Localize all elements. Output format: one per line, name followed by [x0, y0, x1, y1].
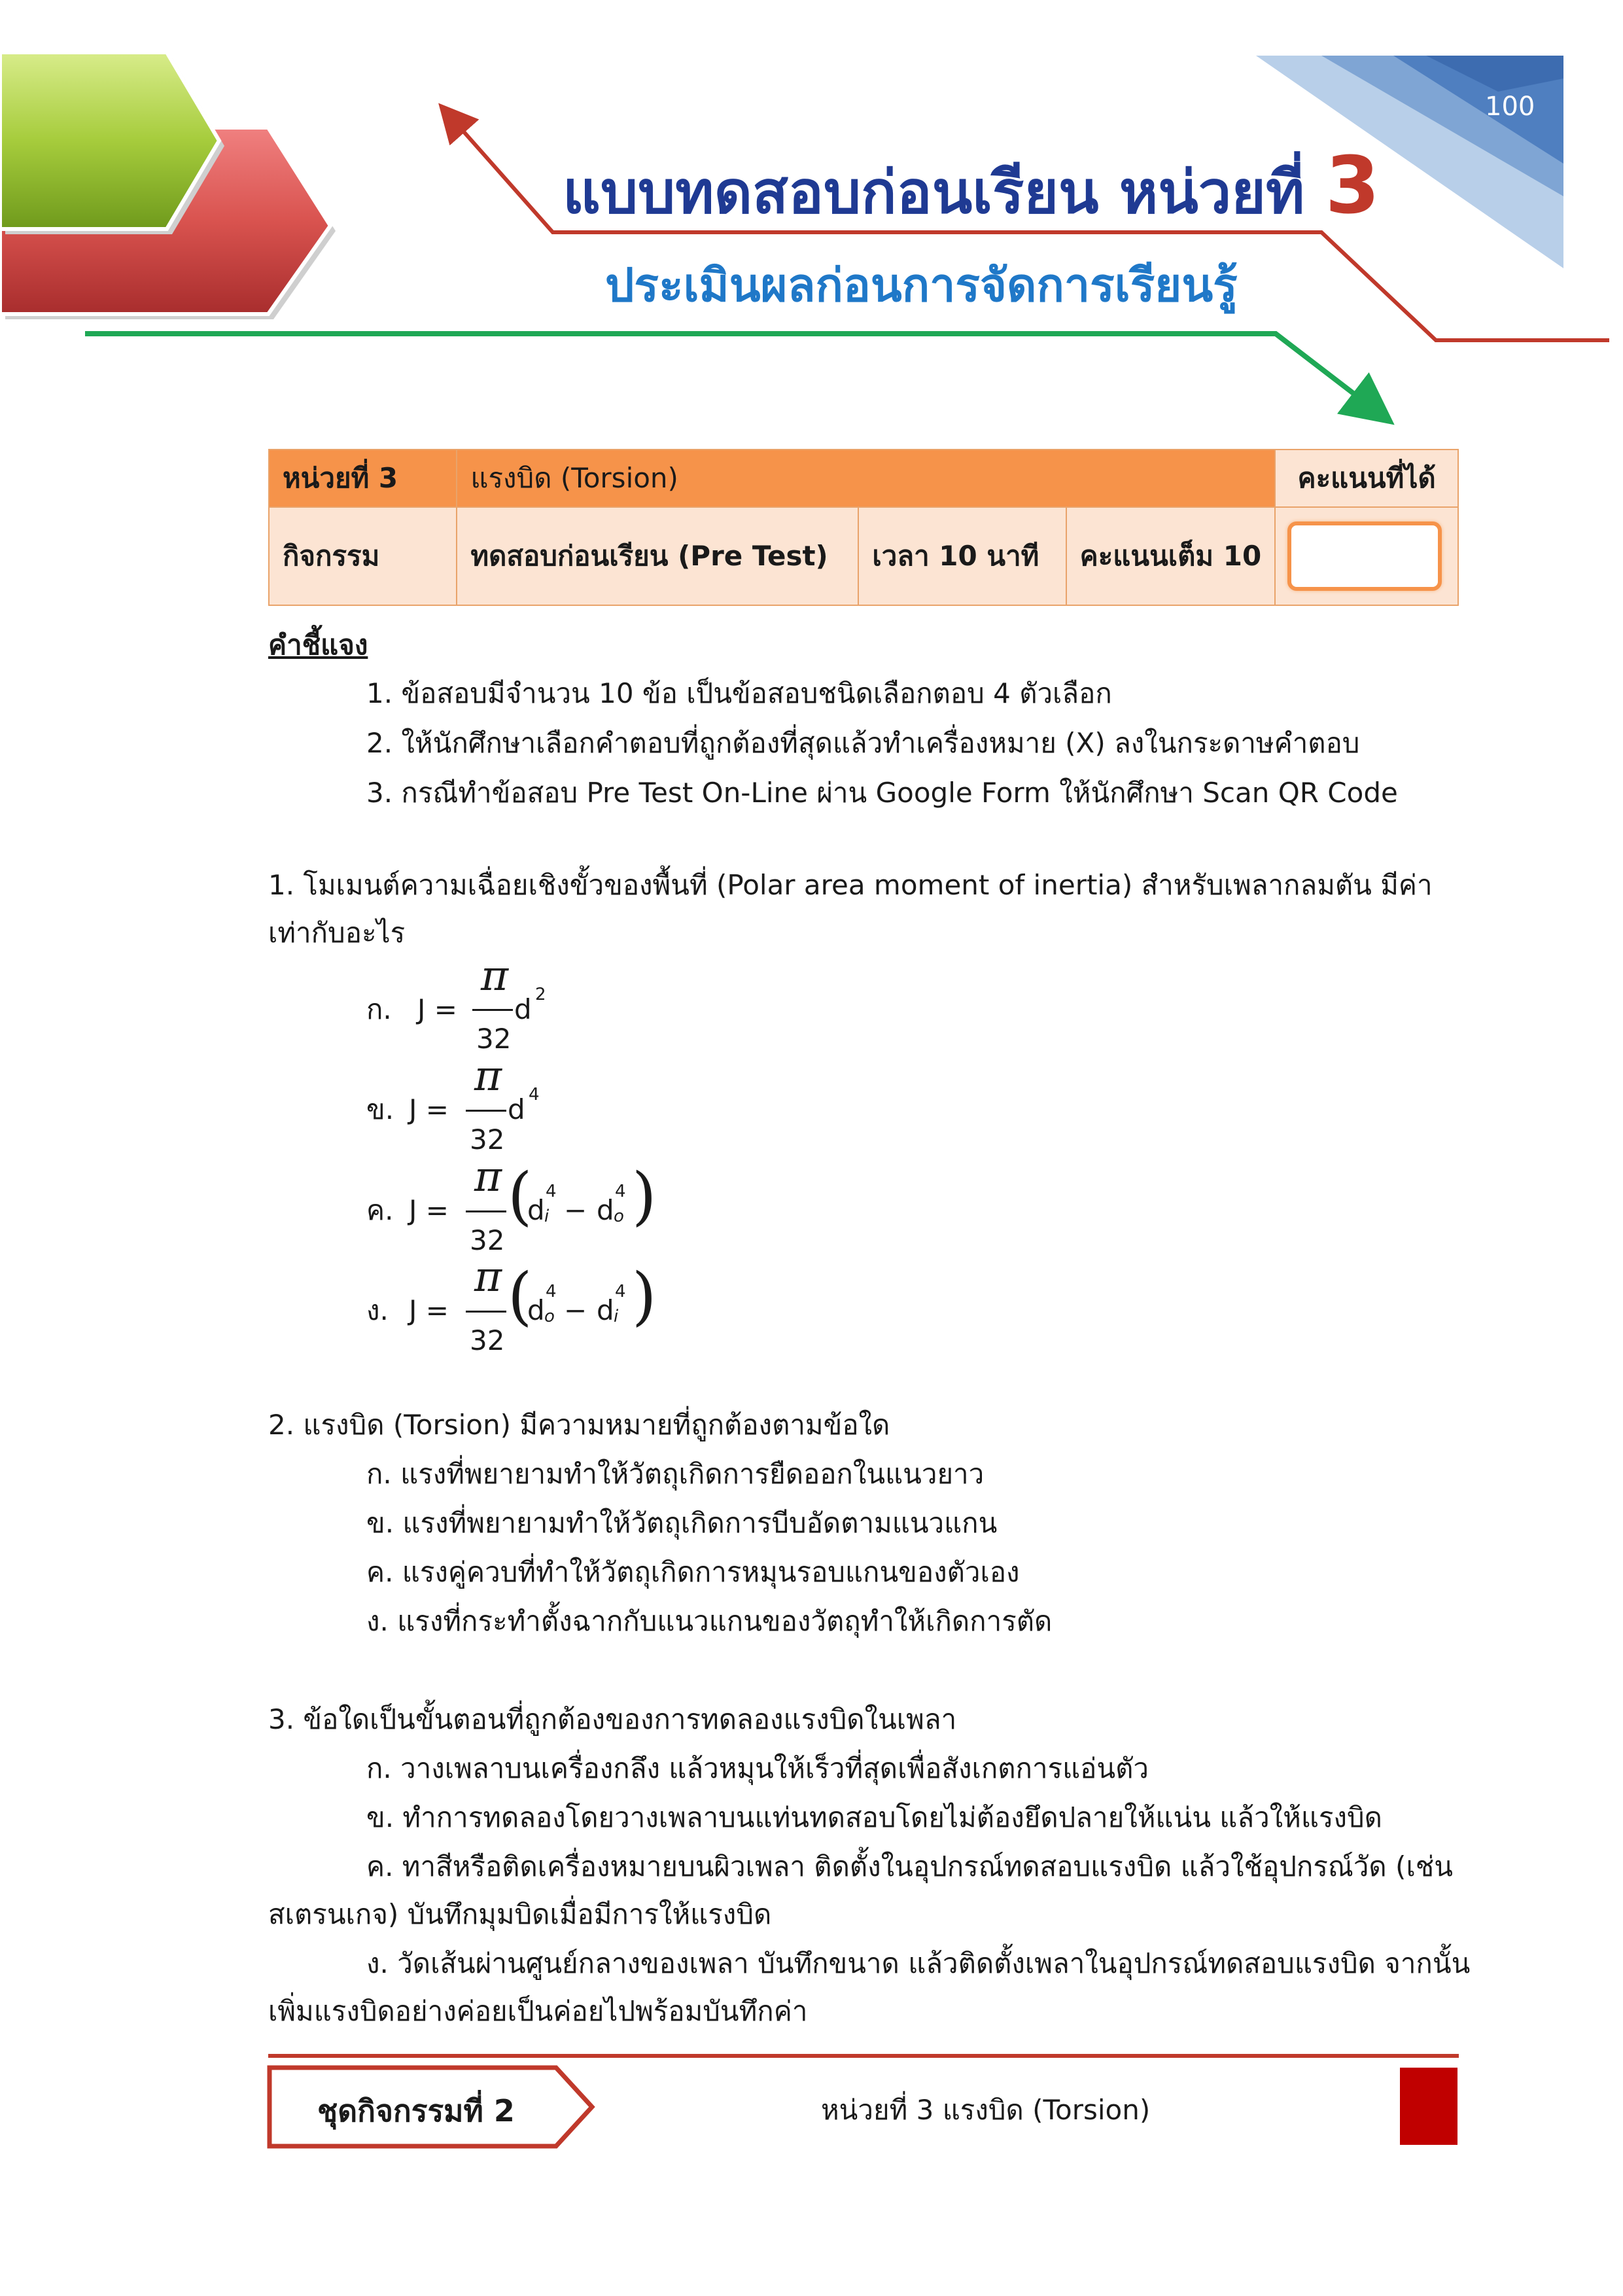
formula-exponent: 2 [535, 985, 546, 1004]
option-label: ข. [366, 1093, 394, 1125]
page-title [563, 141, 1380, 239]
activity-name: ทดสอบก่อนเรียน (Pre Test) [457, 507, 858, 605]
formula-d: d [508, 1093, 525, 1125]
subtitle-green-arrow [85, 334, 1374, 409]
q2-option-b[interactable]: ข. แรงที่พยายามทำให้วัตถุเกิดการบีบอัดตามแนวแกน [366, 1507, 998, 1539]
q3-option-d[interactable]: ง. วัดเส้นผ่านศูนย์กลางของเพลา บันทึกขนาด แล้วติดตั้งเพลาในอุปกรณ์ทดสอบแรงบิด จากนั้น [366, 1947, 1471, 1979]
paren-close: ) [632, 1159, 657, 1233]
fraction-bar [472, 1009, 513, 1011]
footer-activity-badge: ชุดกิจกรรมที่ 2 [317, 2093, 515, 2128]
formula-lhs: J = [409, 1093, 449, 1125]
q3-option-d-cont: เพิ่มแรงบิดอย่างค่อยเป็นค่อยไปพร้อมบันทึกค่า [268, 1995, 808, 2027]
formula-lhs: J = [417, 993, 457, 1025]
footer-red-block [1400, 2068, 1457, 2145]
q2-option-d[interactable]: ง. แรงที่กระทำตั้งฉากกับแนวแกนของวัตถุทำให้เกิดการตัด [366, 1605, 1053, 1637]
activity-full-score: คะแนนเต็ม 10 [1066, 507, 1276, 605]
unit-info-table [268, 449, 1459, 606]
formula-pi: π [474, 1052, 502, 1101]
formula-exponent: 4 [615, 1182, 626, 1201]
formula-subscript: i [544, 1207, 550, 1226]
page-title-unit-number: 3 [1325, 141, 1380, 232]
formula-exponent: 4 [546, 1182, 557, 1201]
formula-d: d [527, 1294, 545, 1326]
formula-d: d [527, 1194, 545, 1226]
formula-lhs: J = [409, 1294, 449, 1326]
fraction-bar [466, 1210, 506, 1212]
q3-option-a[interactable]: ก. วางเพลาบนเครื่องกลึง แล้วหมุนให้เร็วที่สุดเพื่อสังเกตการแอ่นตัว [366, 1752, 1149, 1784]
q2-option-a[interactable]: ก. แรงที่พยายามทำให้วัตถุเกิดการยืดออกในแนวยาว [366, 1458, 985, 1490]
score-input-box[interactable] [1287, 521, 1442, 591]
formula-subscript: o [544, 1307, 555, 1326]
page-subtitle: ประเมินผลก่อนการจัดการเรียนรู้ [605, 258, 1238, 312]
question-1-text-cont: เท่ากับอะไร [268, 917, 406, 949]
option-label: ค. [366, 1194, 394, 1226]
formula-minus: − [564, 1194, 587, 1226]
unit-label: หน่วยที่ 3 [269, 450, 457, 507]
formula-d: d [514, 993, 532, 1025]
paren-close: ) [632, 1260, 657, 1333]
formula-pi: π [474, 1153, 502, 1201]
formula-denominator: 32 [470, 1324, 505, 1356]
q3-option-c[interactable]: ค. ทาสีหรือติดเครื่องหมายบนผิวเพลา ติดตั้งในอุปกรณ์ทดสอบแรงบิด แล้วใช้อุปกรณ์วัด (เช่น [366, 1850, 1454, 1882]
fraction-bar [466, 1110, 506, 1112]
formula-pi: π [481, 952, 509, 1000]
formula-exponent: 4 [529, 1085, 540, 1104]
paren-open: ( [508, 1159, 532, 1233]
option-label: ง. [366, 1294, 389, 1326]
activity-row [269, 507, 1458, 605]
instruction-item: 3. กรณีทำข้อสอบ Pre Test On-Line ผ่าน Google Form ให้นักศึกษา Scan QR Code [366, 777, 1398, 809]
instruction-item: 2. ให้นักศึกษาเลือกคำตอบที่ถูกต้องที่สุดแล้วทำเครื่องหมาย (X) ลงในกระดาษคำตอบ [366, 727, 1360, 759]
instruction-item: 1. ข้อสอบมีจำนวน 10 ข้อ เป็นข้อสอบชนิดเลือกตอบ 4 ตัวเลือก [366, 677, 1112, 709]
instructions-heading: คำชี้แจง [268, 629, 368, 661]
activity-time: เวลา 10 นาที [858, 507, 1066, 605]
activity-label: กิจกรรม [269, 507, 457, 605]
score-header: คะแนนที่ได้ [1275, 450, 1458, 507]
formula-d: d [597, 1294, 614, 1326]
formula-exponent: 4 [546, 1282, 557, 1301]
formula-d: d [597, 1194, 614, 1226]
page-number: 100 [1485, 92, 1535, 122]
formula-lhs: J = [409, 1194, 449, 1226]
formula-pi: π [474, 1253, 502, 1301]
question-3-text: 3. ข้อใดเป็นขั้นตอนที่ถูกต้องของการทดลองแรงบิดในเพลา [268, 1703, 957, 1735]
formula-exponent: 4 [615, 1282, 626, 1301]
formula-denominator: 32 [476, 1023, 512, 1055]
q3-option-b[interactable]: ข. ทำการทดลองโดยวางเพลาบนแท่นทดสอบโดยไม่ต้องยึดปลายให้แน่น แล้วให้แรงบิด [366, 1801, 1382, 1833]
q2-option-c[interactable]: ค. แรงคู่ควบที่ทำให้วัตถุเกิดการหมุนรอบแกนของตัวเอง [366, 1556, 1020, 1588]
page-title-text: แบบทดสอบก่อนเรียน หน่วยที่ [563, 158, 1305, 227]
formula-minus: − [564, 1294, 587, 1326]
formula-subscript: o [614, 1207, 624, 1226]
score-cell [1275, 507, 1458, 605]
footer-unit-title: หน่วยที่ 3 แรงบิด (Torsion) [821, 2094, 1151, 2126]
unit-name: แรงบิด (Torsion) [457, 450, 1275, 507]
formula-denominator: 32 [470, 1224, 505, 1256]
formula-denominator: 32 [470, 1123, 505, 1156]
paren-open: ( [508, 1260, 532, 1333]
question-1-text: 1. โมเมนต์ความเฉื่อยเชิงขั้วของพื้นที่ (Polar area moment of inertia) สำหรับเพลากลมตัน มีค่า [268, 869, 1433, 901]
formula-subscript: i [614, 1307, 619, 1326]
unit-info-row [269, 450, 1458, 507]
fraction-bar [466, 1311, 506, 1313]
option-label: ก. [366, 993, 392, 1025]
question-2-text: 2. แรงบิด (Torsion) มีความหมายที่ถูกต้องตามข้อใด [268, 1409, 890, 1441]
q3-option-c-cont: สเตรนเกจ) บันทึกมุมบิดเมื่อมีการให้แรงบิด [268, 1898, 772, 1930]
